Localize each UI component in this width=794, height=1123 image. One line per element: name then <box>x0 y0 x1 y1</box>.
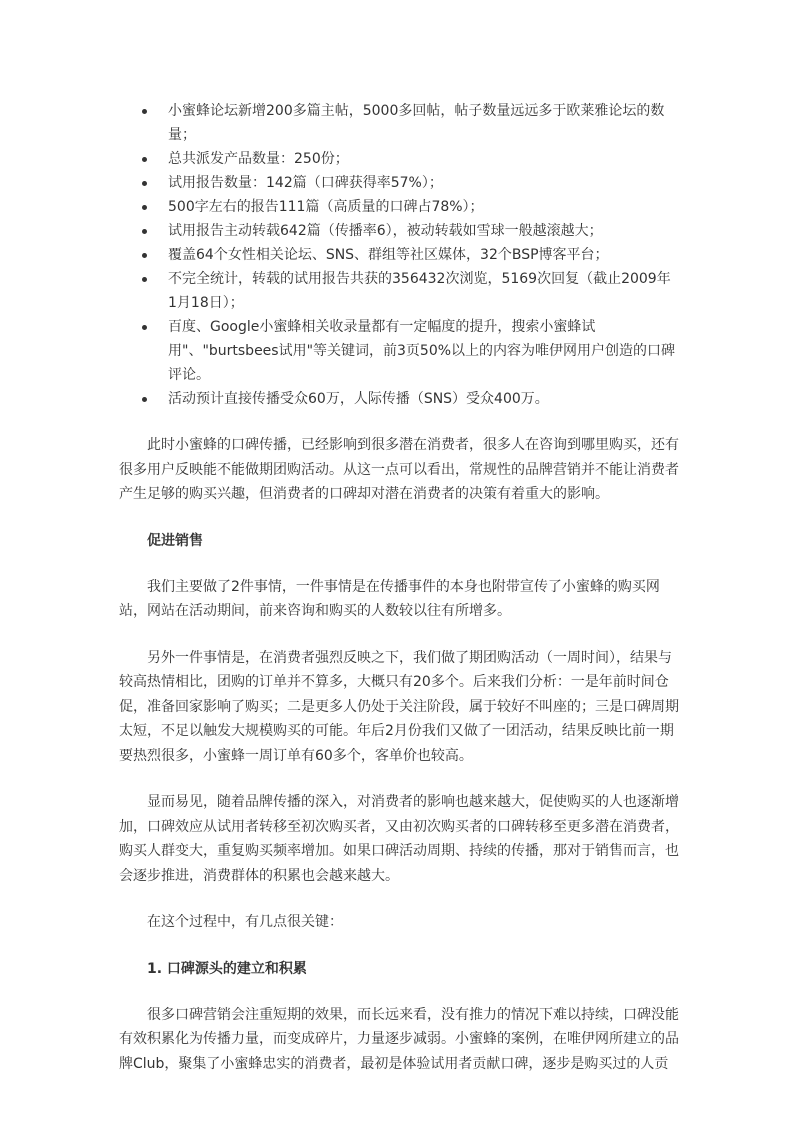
bullet-item: 试用报告主动转载642篇（传播率6），被动转载如雪球一般越滚越大； <box>119 219 679 243</box>
bullet-dot-icon <box>142 253 147 258</box>
bullet-item: 试用报告数量：142篇（口碑获得率57%）； <box>119 171 679 195</box>
paragraph: 我们主要做了2件事情，一件事情是在传播事件的本身也附带宣传了小蜜蜂的购买网站，网站在活动期间，前来咨询和购买的人数较以往有所增多。 <box>119 578 660 619</box>
results-bullet-list <box>119 99 679 411</box>
bullet-item: 活动预计直接传播受众60万，人际传播（SNS）受众400万。 <box>119 387 679 411</box>
bullet-dot-icon <box>142 397 147 402</box>
section-heading: 1. 口碑源头的建立和积累 <box>147 960 307 977</box>
bullet-dot-icon <box>142 109 147 114</box>
bullet-item: 不完全统计，转载的试用报告共获的356432次浏览，5169次回复（截止2009年1月18日）； <box>119 267 679 315</box>
bullet-dot-icon <box>142 157 147 162</box>
paragraph: 显而易见，随着品牌传播的深入，对消费者的影响也越来越大，促使购买的人也逐渐增加，口碑效应从试用者转移至初次购买者，又由初次购买者的口碑转移至更多潜在消费者，购买人群变大，重复购买频率增加。如果口碑活动周期、持续的传播，那对于销售而言，也会逐步推进，消费群体的积累也会越来越大。 <box>119 794 679 884</box>
section-heading: 促进销售 <box>147 532 203 549</box>
bullet-item: 百度、Google小蜜蜂相关收录量都有一定幅度的提升，搜索小蜜蜂试用"、"burtsbees试用"等关键词，前3页50%以上的内容为唯伊网用户创造的口碑评论。 <box>119 315 679 387</box>
bullet-item: 总共派发产品数量：250份； <box>119 147 679 171</box>
bullet-dot-icon <box>142 181 147 186</box>
paragraph: 很多口碑营销会注重短期的效果，而长远来看，没有推力的情况下难以持续，口碑没能有效积累化为传播力量，而变成碎片，力量逐步减弱。小蜜蜂的案例，在唯伊网所建立的品牌Club，聚集了小蜜蜂忠实的消费者，最初是体验试用者贡献口碑，逐步是购买过的人贡 <box>119 1006 679 1072</box>
paragraph: 另外一件事情是，在消费者强烈反映之下，我们做了期团购活动（一周时间），结果与较高热情相比，团购的订单并不算多，大概只有20多个。后来我们分析：一是年前时间仓促，准备回家影响了购买；二是更多人仍处于关注阶段，属于较好不叫座的；三是口碑周期太短，不足以触发大规模购买的可能。年后2月份我们又做了一团活动，结果反映比前一期要热烈很多，小蜜蜂一周订单有60多个，客单价也较高。 <box>119 649 679 764</box>
bullet-dot-icon <box>142 205 147 210</box>
bullet-dot-icon <box>142 277 147 282</box>
paragraph: 此时小蜜蜂的口碑传播，已经影响到很多潜在消费者，很多人在咨询到哪里购买，还有很多用户反映能不能做期团购活动。从这一点可以看出，常规性的品牌营销并不能让消费者产生足够的购买兴趣，但消费者的口碑却对潜在消费者的决策有着重大的影响。 <box>119 437 679 502</box>
document-body <box>119 99 679 1076</box>
bullet-item: 覆盖64个女性相关论坛、SNS、群组等社区媒体，32个BSP博客平台； <box>119 243 679 267</box>
bullet-item: 小蜜蜂论坛新增200多篇主帖，5000多回帖，帖子数量远远多于欧莱雅论坛的数量； <box>119 99 679 147</box>
bullet-item: 500字左右的报告111篇（高质量的口碑占78%）； <box>119 195 679 219</box>
bullet-dot-icon <box>142 325 147 330</box>
bullet-dot-icon <box>142 229 147 234</box>
paragraph: 在这个过程中，有几点很关键： <box>147 914 343 930</box>
